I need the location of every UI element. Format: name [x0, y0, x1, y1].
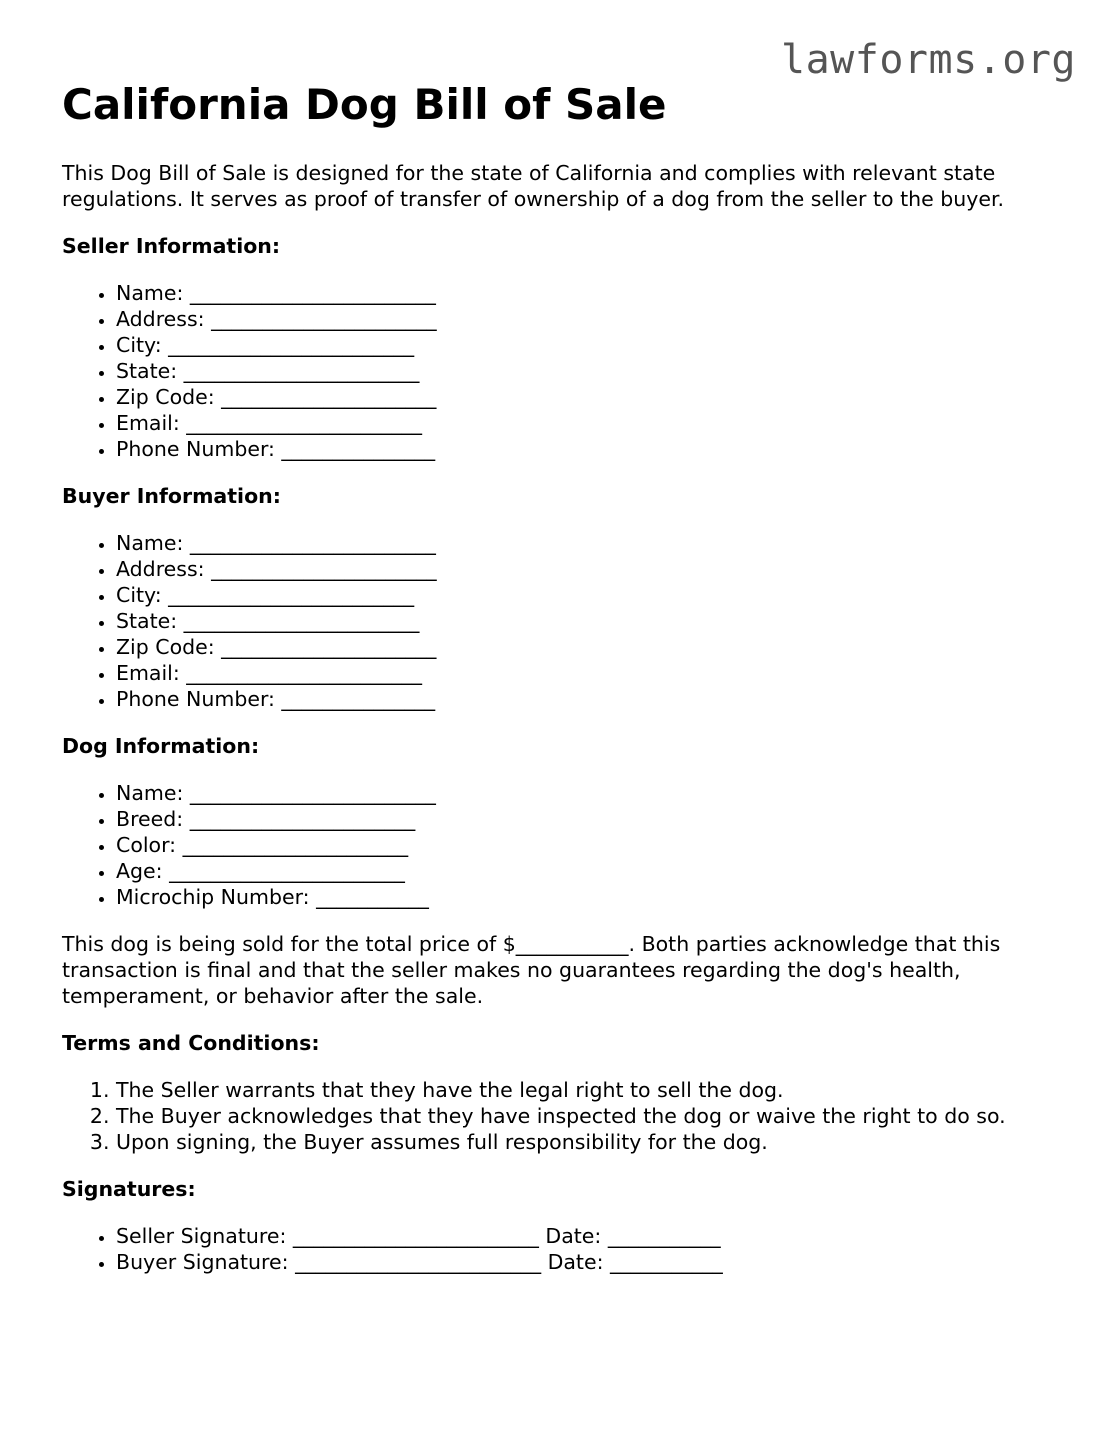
dog-color-field[interactable]: • Color: ______________________: [116, 832, 1052, 858]
dog-breed-field[interactable]: • Breed: ______________________: [116, 806, 1052, 832]
seller-city-field[interactable]: • City: ________________________: [116, 332, 1052, 358]
intro-paragraph: This Dog Bill of Sale is designed for the state of California and complies with relevant state regulations. It serves as proof of transfer of ownership of a dog from the seller to the buyer.: [62, 161, 1005, 211]
price-paragraph: This dog is being sold for the total price of $___________. Both parties acknowledge that this transaction is final and that the seller makes no guarantees regarding the dog's health, temperament, or behavior after the sale.: [62, 932, 1001, 1008]
dog-section-heading: Dog Information:: [62, 734, 260, 758]
buyer-zip-field[interactable]: • Zip Code: _____________________: [116, 634, 1052, 660]
buyer-section-heading: Buyer Information:: [62, 484, 281, 508]
seller-phone-field[interactable]: • Phone Number: _______________: [116, 436, 1052, 462]
buyer-email-field[interactable]: • Email: _______________________: [116, 660, 1052, 686]
document-title: California Dog Bill of Sale: [62, 80, 667, 129]
dog-name-field[interactable]: • Name: ________________________: [116, 780, 1052, 806]
buyer-phone-field[interactable]: • Phone Number: _______________: [116, 686, 1052, 712]
terms-item: 2. The Buyer acknowledges that they have inspected the dog or waive the right to do so.: [116, 1103, 1052, 1129]
buyer-address-field[interactable]: • Address: ______________________: [116, 556, 1052, 582]
signatures-section-heading: Signatures:: [62, 1177, 196, 1201]
seller-email-field[interactable]: • Email: _______________________: [116, 410, 1052, 436]
watermark-logo: lawforms.org: [781, 37, 1076, 83]
dog-age-field[interactable]: • Age: _______________________: [116, 858, 1052, 884]
terms-list: [62, 1077, 1052, 1155]
dog-microchip-field[interactable]: • Microchip Number: ___________: [116, 884, 1052, 910]
buyer-signature-field[interactable]: • Buyer Signature: ________________________ Date: ___________: [116, 1249, 1052, 1275]
seller-zip-field[interactable]: • Zip Code: _____________________: [116, 384, 1052, 410]
terms-item: 1. The Seller warrants that they have the legal right to sell the dog.: [116, 1077, 1052, 1103]
buyer-city-field[interactable]: • City: ________________________: [116, 582, 1052, 608]
signatures-list: [62, 1223, 1052, 1275]
terms-item: 3. Upon signing, the Buyer assumes full responsibility for the dog.: [116, 1129, 1052, 1155]
seller-signature-field[interactable]: • Seller Signature: ________________________ Date: ___________: [116, 1223, 1052, 1249]
document-page: [62, 78, 1052, 1275]
seller-address-field[interactable]: • Address: ______________________: [116, 306, 1052, 332]
buyer-fields-list: [62, 530, 1052, 712]
dog-fields-list: [62, 780, 1052, 910]
seller-section-heading: Seller Information:: [62, 234, 281, 258]
terms-section-heading: Terms and Conditions:: [62, 1031, 320, 1055]
buyer-name-field[interactable]: • Name: ________________________: [116, 530, 1052, 556]
buyer-state-field[interactable]: • State: _______________________: [116, 608, 1052, 634]
seller-fields-list: [62, 280, 1052, 462]
seller-state-field[interactable]: • State: _______________________: [116, 358, 1052, 384]
seller-name-field[interactable]: • Name: ________________________: [116, 280, 1052, 306]
